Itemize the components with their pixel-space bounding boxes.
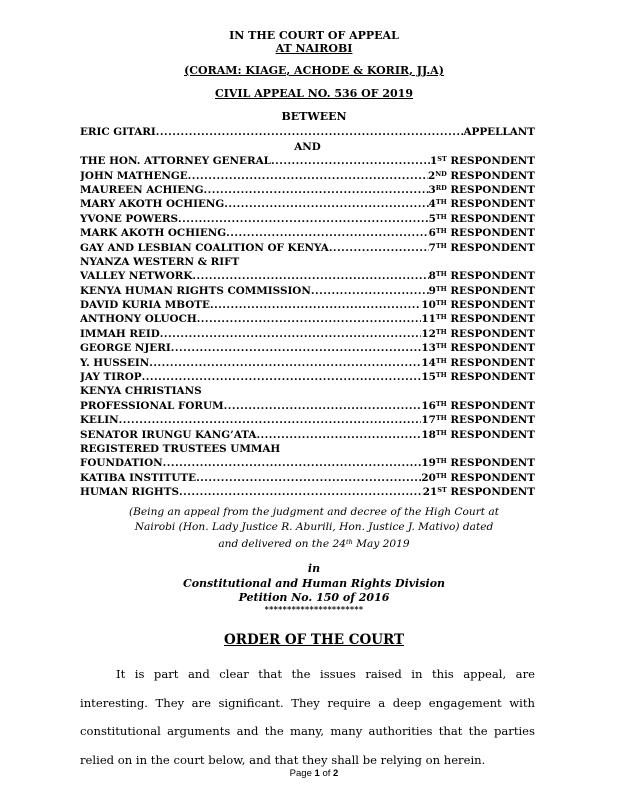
party-name-prefix	[80, 254, 535, 268]
respondent-number: 7	[428, 241, 436, 254]
party-name: GEORGE NJERI	[80, 342, 171, 355]
ordinal-suffix: ND	[435, 169, 447, 178]
ordinal-suffix: TH	[435, 270, 447, 279]
respondent-row	[80, 455, 535, 469]
order-paragraph: It is part and clear that the issues raised in this appeal, are interesting. They are significant. They require a deep engagement with constitutional arguments and the many, many authorities that the parties relied on in the court below, and that they shall be relying on herein.	[80, 667, 535, 767]
ordinal-suffix: TH	[435, 414, 447, 423]
appeal-note-line	[0, 535, 628, 552]
respondent-number: 2	[427, 169, 436, 182]
respondents-list	[80, 153, 535, 498]
ordinal-suffix: ST	[437, 155, 447, 164]
leader-dots	[192, 270, 428, 282]
party-role	[421, 328, 535, 340]
ordinal-suffix: TH	[435, 313, 447, 322]
page-footer	[0, 768, 628, 779]
respondent-row	[80, 239, 535, 253]
respondent-number: 10	[421, 299, 436, 312]
respondent-row	[80, 354, 535, 368]
respondent-number: 16	[421, 399, 436, 412]
respondent-row	[80, 153, 535, 167]
party-role	[428, 170, 535, 182]
party-name: JOHN MATHENGE	[80, 169, 188, 182]
party-name: JAY TIROP	[80, 371, 142, 384]
party-role	[429, 242, 535, 254]
party-name: SENATOR IRUNGU KANG’ATA	[80, 428, 257, 441]
respondent-row	[80, 325, 535, 339]
role-label: RESPONDENT	[446, 227, 535, 240]
ordinal-suffix: TH	[435, 371, 447, 380]
leader-dots	[197, 313, 422, 325]
respondent-number: 12	[421, 327, 436, 340]
leader-dots	[271, 155, 430, 167]
respondent-row	[80, 397, 535, 411]
party-role	[421, 429, 535, 441]
respondent-row	[80, 282, 535, 296]
party-role	[421, 457, 535, 469]
respondent-number: 14	[421, 356, 436, 369]
respondent-number: 17	[421, 414, 436, 427]
respondent-row	[80, 340, 535, 354]
leader-dots	[171, 342, 422, 354]
parties-list	[80, 124, 535, 498]
leader-dots	[156, 126, 464, 138]
respondent-row	[80, 412, 535, 426]
appellant-row	[80, 124, 535, 138]
role-label: RESPONDENT	[446, 457, 535, 470]
party-role	[421, 299, 535, 311]
party-name: DAVID KURIA MBOTE	[80, 299, 210, 312]
case-number: CIVIL APPEAL NO. 536 OF 2019	[215, 87, 413, 100]
respondent-number: 1	[430, 155, 438, 168]
role-label: RESPONDENT	[446, 169, 535, 182]
respondent-number: 5	[428, 212, 436, 225]
role-label: RESPONDENT	[446, 284, 535, 297]
ordinal-suffix: TH	[435, 471, 447, 480]
role-label: RESPONDENT	[446, 486, 535, 499]
leader-dots	[329, 242, 429, 254]
and-label	[80, 138, 535, 152]
party-name: IMMAH REID	[80, 327, 160, 340]
appeal-note-text: and delivered on the 24	[218, 538, 346, 550]
party-name-prefix	[80, 383, 535, 397]
leader-dots	[179, 486, 423, 498]
party-name: FOUNDATION	[80, 457, 163, 470]
court-location: AT NAIROBI	[275, 42, 353, 55]
and-text: AND	[294, 140, 321, 153]
role-label: RESPONDENT	[446, 313, 535, 326]
leader-dots	[188, 170, 428, 182]
party-role	[429, 285, 535, 297]
party-name-prefix-text: KENYA CHRISTIANS	[80, 385, 202, 398]
role-label: RESPONDENT	[446, 471, 535, 484]
page-total: 2	[333, 768, 339, 779]
separator-stars: **********************	[264, 604, 364, 614]
division-name: Constitutional and Human Rights Division	[182, 577, 446, 590]
ordinal-suffix: TH	[435, 356, 447, 365]
order-body	[80, 660, 535, 774]
order-title: ORDER OF THE COURT	[223, 632, 405, 648]
ordinal-suffix: TH	[435, 327, 447, 336]
role-label: RESPONDENT	[446, 299, 535, 312]
party-name-prefix-text: NYANZA WESTERN & RIFT	[80, 255, 240, 268]
ordinal-suffix: TH	[435, 457, 447, 466]
party-name-prefix	[80, 441, 535, 455]
party-name: KENYA HUMAN RIGHTS COMMISSION	[80, 284, 311, 297]
respondent-number: 11	[421, 313, 436, 326]
appeal-note-line: (Being an appeal from the judgment and decree of the High Court at	[129, 506, 499, 518]
petition-number: Petition No. 150 of 2016	[238, 591, 390, 604]
role-label: RESPONDENT	[446, 183, 535, 196]
appeal-note-line: Nairobi (Hon. Lady Justice R. Aburili, Hon. Justice J. Mativo) dated	[134, 521, 494, 533]
role-label: RESPONDENT	[446, 356, 535, 369]
party-name: MAUREEN ACHIENG	[80, 183, 204, 196]
role-label: RESPONDENT	[446, 270, 535, 283]
ordinal-suffix: TH	[435, 299, 447, 308]
party-role	[430, 155, 535, 167]
respondent-row	[80, 182, 535, 196]
ordinal-suffix: RD	[435, 183, 447, 192]
respondent-row	[80, 369, 535, 383]
respondent-row	[80, 167, 535, 181]
party-role	[421, 342, 535, 354]
respondent-number: 4	[428, 198, 436, 211]
party-name: YVONE POWERS	[80, 212, 178, 225]
coram: (CORAM: KIAGE, ACHODE & KORIR, JJ.A)	[184, 64, 444, 77]
ordinal-suffix: TH	[435, 241, 447, 250]
leader-dots	[224, 198, 428, 210]
ordinal-suffix: TH	[435, 399, 447, 408]
party-role	[421, 357, 535, 369]
leader-dots	[119, 414, 422, 426]
leader-dots	[196, 472, 421, 484]
role-label: RESPONDENT	[446, 414, 535, 427]
role-label: RESPONDENT	[446, 399, 535, 412]
respondent-number: 18	[421, 428, 436, 441]
respondent-number: 15	[421, 371, 436, 384]
role-label: RESPONDENT	[446, 212, 535, 225]
respondent-number: 20	[421, 471, 436, 484]
party-name: HUMAN RIGHTS	[80, 486, 179, 499]
leader-dots	[160, 328, 422, 340]
respondent-number: 21	[422, 486, 438, 499]
respondent-number: 9	[428, 284, 436, 297]
ordinal-suffix: TH	[435, 428, 447, 437]
party-name: KELIN	[80, 414, 119, 427]
appeal-note-sup: th	[345, 538, 353, 546]
appeal-note	[0, 505, 628, 552]
court-name: IN THE COURT OF APPEAL	[229, 29, 399, 42]
in-label: in	[307, 562, 321, 575]
party-name: THE HON. ATTORNEY GENERAL	[80, 155, 271, 168]
respondent-row	[80, 297, 535, 311]
party-name: KATIBA INSTITUTE	[80, 471, 197, 484]
ordinal-suffix: TH	[435, 284, 447, 293]
party-name: Y. HUSSEIN	[80, 356, 150, 369]
leader-dots	[226, 227, 428, 239]
party-role	[421, 313, 535, 325]
party-name: PROFESSIONAL FORUM	[80, 399, 224, 412]
party-role	[429, 227, 535, 239]
appeal-note-text: May 2019	[352, 538, 410, 550]
respondent-number: 13	[421, 342, 436, 355]
leader-dots	[178, 213, 429, 225]
party-name: MARY AKOTH OCHIENG	[80, 198, 225, 211]
leader-dots	[311, 285, 429, 297]
respondent-row	[80, 196, 535, 210]
party-name: VALLEY NETWORK	[80, 270, 193, 283]
ordinal-suffix: TH	[435, 198, 447, 207]
respondent-row	[80, 426, 535, 440]
party-name: ERIC GITARI	[80, 126, 156, 139]
party-name: GAY AND LESBIAN COALITION OF KENYA	[80, 241, 329, 254]
party-role	[429, 198, 535, 210]
party-name: ANTHONY OLUOCH	[80, 313, 197, 326]
leader-dots	[256, 429, 421, 441]
party-name-prefix-text: REGISTERED TRUSTEES UMMAH	[80, 442, 281, 455]
role-label: RESPONDENT	[446, 371, 535, 384]
role-label: RESPONDENT	[446, 327, 535, 340]
leader-dots	[210, 299, 421, 311]
respondent-number: 6	[428, 227, 436, 240]
ordinal-suffix: TH	[435, 342, 447, 351]
ordinal-suffix: TH	[435, 212, 447, 221]
ordinal-suffix: ST	[437, 486, 447, 495]
party-name: MARK AKOTH OCHIENG	[80, 227, 227, 240]
respondent-row	[80, 311, 535, 325]
respondent-row	[80, 268, 535, 282]
party-role	[421, 414, 535, 426]
division-block	[0, 577, 628, 605]
party-role	[429, 270, 535, 282]
role-label: RESPONDENT	[446, 198, 535, 211]
role-label: RESPONDENT	[446, 342, 535, 355]
leader-dots	[149, 357, 421, 369]
leader-dots	[142, 371, 422, 383]
role-label: RESPONDENT	[446, 155, 535, 168]
party-role	[421, 400, 535, 412]
leader-dots	[163, 457, 422, 469]
role-label: RESPONDENT	[446, 241, 535, 254]
ordinal-suffix: TH	[435, 227, 447, 236]
page-label: Page	[289, 768, 312, 779]
respondent-row	[80, 225, 535, 239]
page-current: 1	[314, 768, 320, 779]
respondent-number: 3	[428, 183, 436, 196]
role-label: RESPONDENT	[446, 428, 535, 441]
respondent-row	[80, 484, 535, 498]
party-role: APPELLANT	[463, 126, 535, 139]
of-label: of	[322, 768, 331, 779]
leader-dots	[204, 184, 429, 196]
respondent-number: 8	[428, 270, 436, 283]
respondent-row	[80, 210, 535, 224]
respondent-number: 19	[421, 457, 436, 470]
party-role	[429, 184, 535, 196]
party-role	[423, 486, 535, 498]
respondent-row	[80, 469, 535, 483]
between-label: BETWEEN	[281, 110, 347, 123]
party-role	[429, 213, 535, 225]
party-role	[421, 371, 535, 383]
leader-dots	[224, 400, 422, 412]
party-role	[421, 472, 535, 484]
